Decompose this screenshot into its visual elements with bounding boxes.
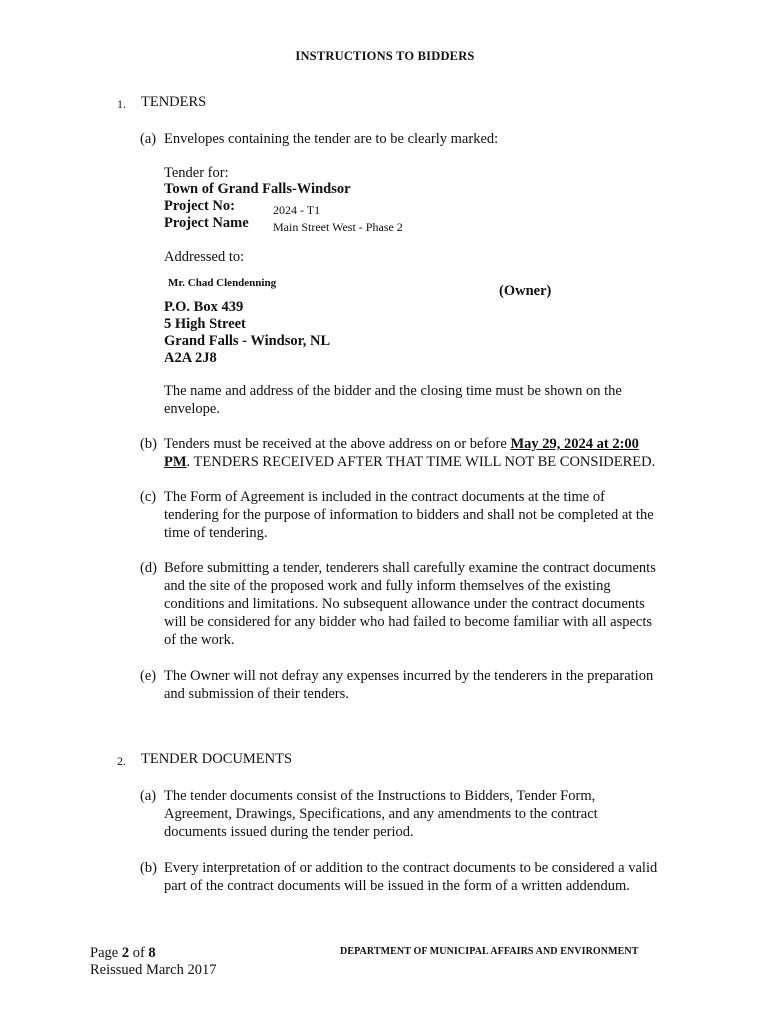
item-1c-line-3: time of tendering. xyxy=(164,525,268,541)
item-1d-line-2: and the site of the proposed work and fully inform themselves of the existing xyxy=(164,578,611,594)
item-1d-line-1: Before submitting a tender, tenderers shall carefully examine the contract documents xyxy=(164,560,656,576)
item-1b-line-2 xyxy=(164,453,655,471)
owner-label: (Owner) xyxy=(499,283,552,299)
address-line-1: P.O. Box 439 xyxy=(164,299,244,315)
address-line-3: Grand Falls - Windsor, NL xyxy=(164,333,331,349)
item-1e-line-1: The Owner will not defray any expenses incurred by the tenderers in the preparation xyxy=(164,668,654,684)
page-number xyxy=(90,944,156,962)
section-2-title: TENDER DOCUMENTS xyxy=(141,751,293,767)
item-1c-line-2: tendering for the purpose of information to bidders and shall not be completed at the xyxy=(164,507,654,523)
envelope-note-line-2: envelope. xyxy=(164,401,220,417)
item-1a-letter: (a) xyxy=(140,131,157,147)
department-name: DEPARTMENT OF MUNICIPAL AFFAIRS AND ENVIRONMENT xyxy=(340,946,639,957)
page-of: of xyxy=(129,945,149,961)
item-1c-letter: (c) xyxy=(140,489,157,505)
item-2a-line-3: documents issued during the tender period. xyxy=(164,824,414,840)
section-2-number: 2. xyxy=(117,754,126,768)
item-1e-line-2: and submission of their tenders. xyxy=(164,686,349,702)
item-1c-line-1: The Form of Agreement is included in the contract documents at the time of xyxy=(164,489,605,505)
address-line-4: A2A 2J8 xyxy=(164,350,217,366)
item-2a-line-2: Agreement, Drawings, Specifications, and any amendments to the contract xyxy=(164,806,598,822)
reissued-date: Reissued March 2017 xyxy=(90,962,217,978)
section-1-number: 1. xyxy=(117,97,126,111)
project-name-value: Main Street West - Phase 2 xyxy=(273,220,403,234)
item-1b-letter: (b) xyxy=(140,436,157,452)
item-2b-letter: (b) xyxy=(140,860,157,876)
town-name: Town of Grand Falls-Windsor xyxy=(164,181,351,197)
addressee-name: Mr. Chad Clendenning xyxy=(168,277,277,289)
total-pages: 8 xyxy=(148,945,156,961)
item-1d-letter: (d) xyxy=(140,560,157,576)
item-1d-line-3: conditions and limitations. No subsequent allowance under the contract documents xyxy=(164,596,645,612)
item-2b-line-1: Every interpretation of or addition to the contract documents to be considered a valid xyxy=(164,860,658,876)
envelope-note-line-1: The name and address of the bidder and the closing time must be shown on the xyxy=(164,383,622,399)
late-tender-warning: . TENDERS RECEIVED AFTER THAT TIME WILL NOT BE CONSIDERED. xyxy=(186,454,656,470)
closing-time-pm: PM xyxy=(164,454,187,470)
item-2b-line-2: part of the contract documents will be issued in the form of a written addendum. xyxy=(164,878,630,894)
page-prefix: Page xyxy=(90,945,122,961)
item-1b-line-1 xyxy=(164,435,639,453)
item-1b-text: Tenders must be received at the above address on or before xyxy=(164,436,511,452)
closing-date: May 29, 2024 at 2:00 xyxy=(510,436,639,452)
current-page: 2 xyxy=(121,945,130,961)
tender-for-label: Tender for: xyxy=(164,165,229,181)
item-1a-text: Envelopes containing the tender are to be clearly marked: xyxy=(164,131,499,147)
item-1d-line-5: of the work. xyxy=(164,632,235,648)
item-1d-line-4: will be considered for any bidder who had failed to become familiar with all aspects xyxy=(164,614,653,630)
section-1-title: TENDERS xyxy=(141,94,207,110)
page-title: INSTRUCTIONS TO BIDDERS xyxy=(295,49,475,63)
project-name-label: Project Name xyxy=(164,215,249,231)
addressed-to-label: Addressed to: xyxy=(164,249,245,265)
project-no-value: 2024 - T1 xyxy=(273,203,321,217)
project-no-label: Project No: xyxy=(164,198,235,214)
address-line-2: 5 High Street xyxy=(164,316,246,332)
item-2a-line-1: The tender documents consist of the Instructions to Bidders, Tender Form, xyxy=(164,788,596,804)
item-2a-letter: (a) xyxy=(140,788,157,804)
item-1e-letter: (e) xyxy=(140,668,157,684)
